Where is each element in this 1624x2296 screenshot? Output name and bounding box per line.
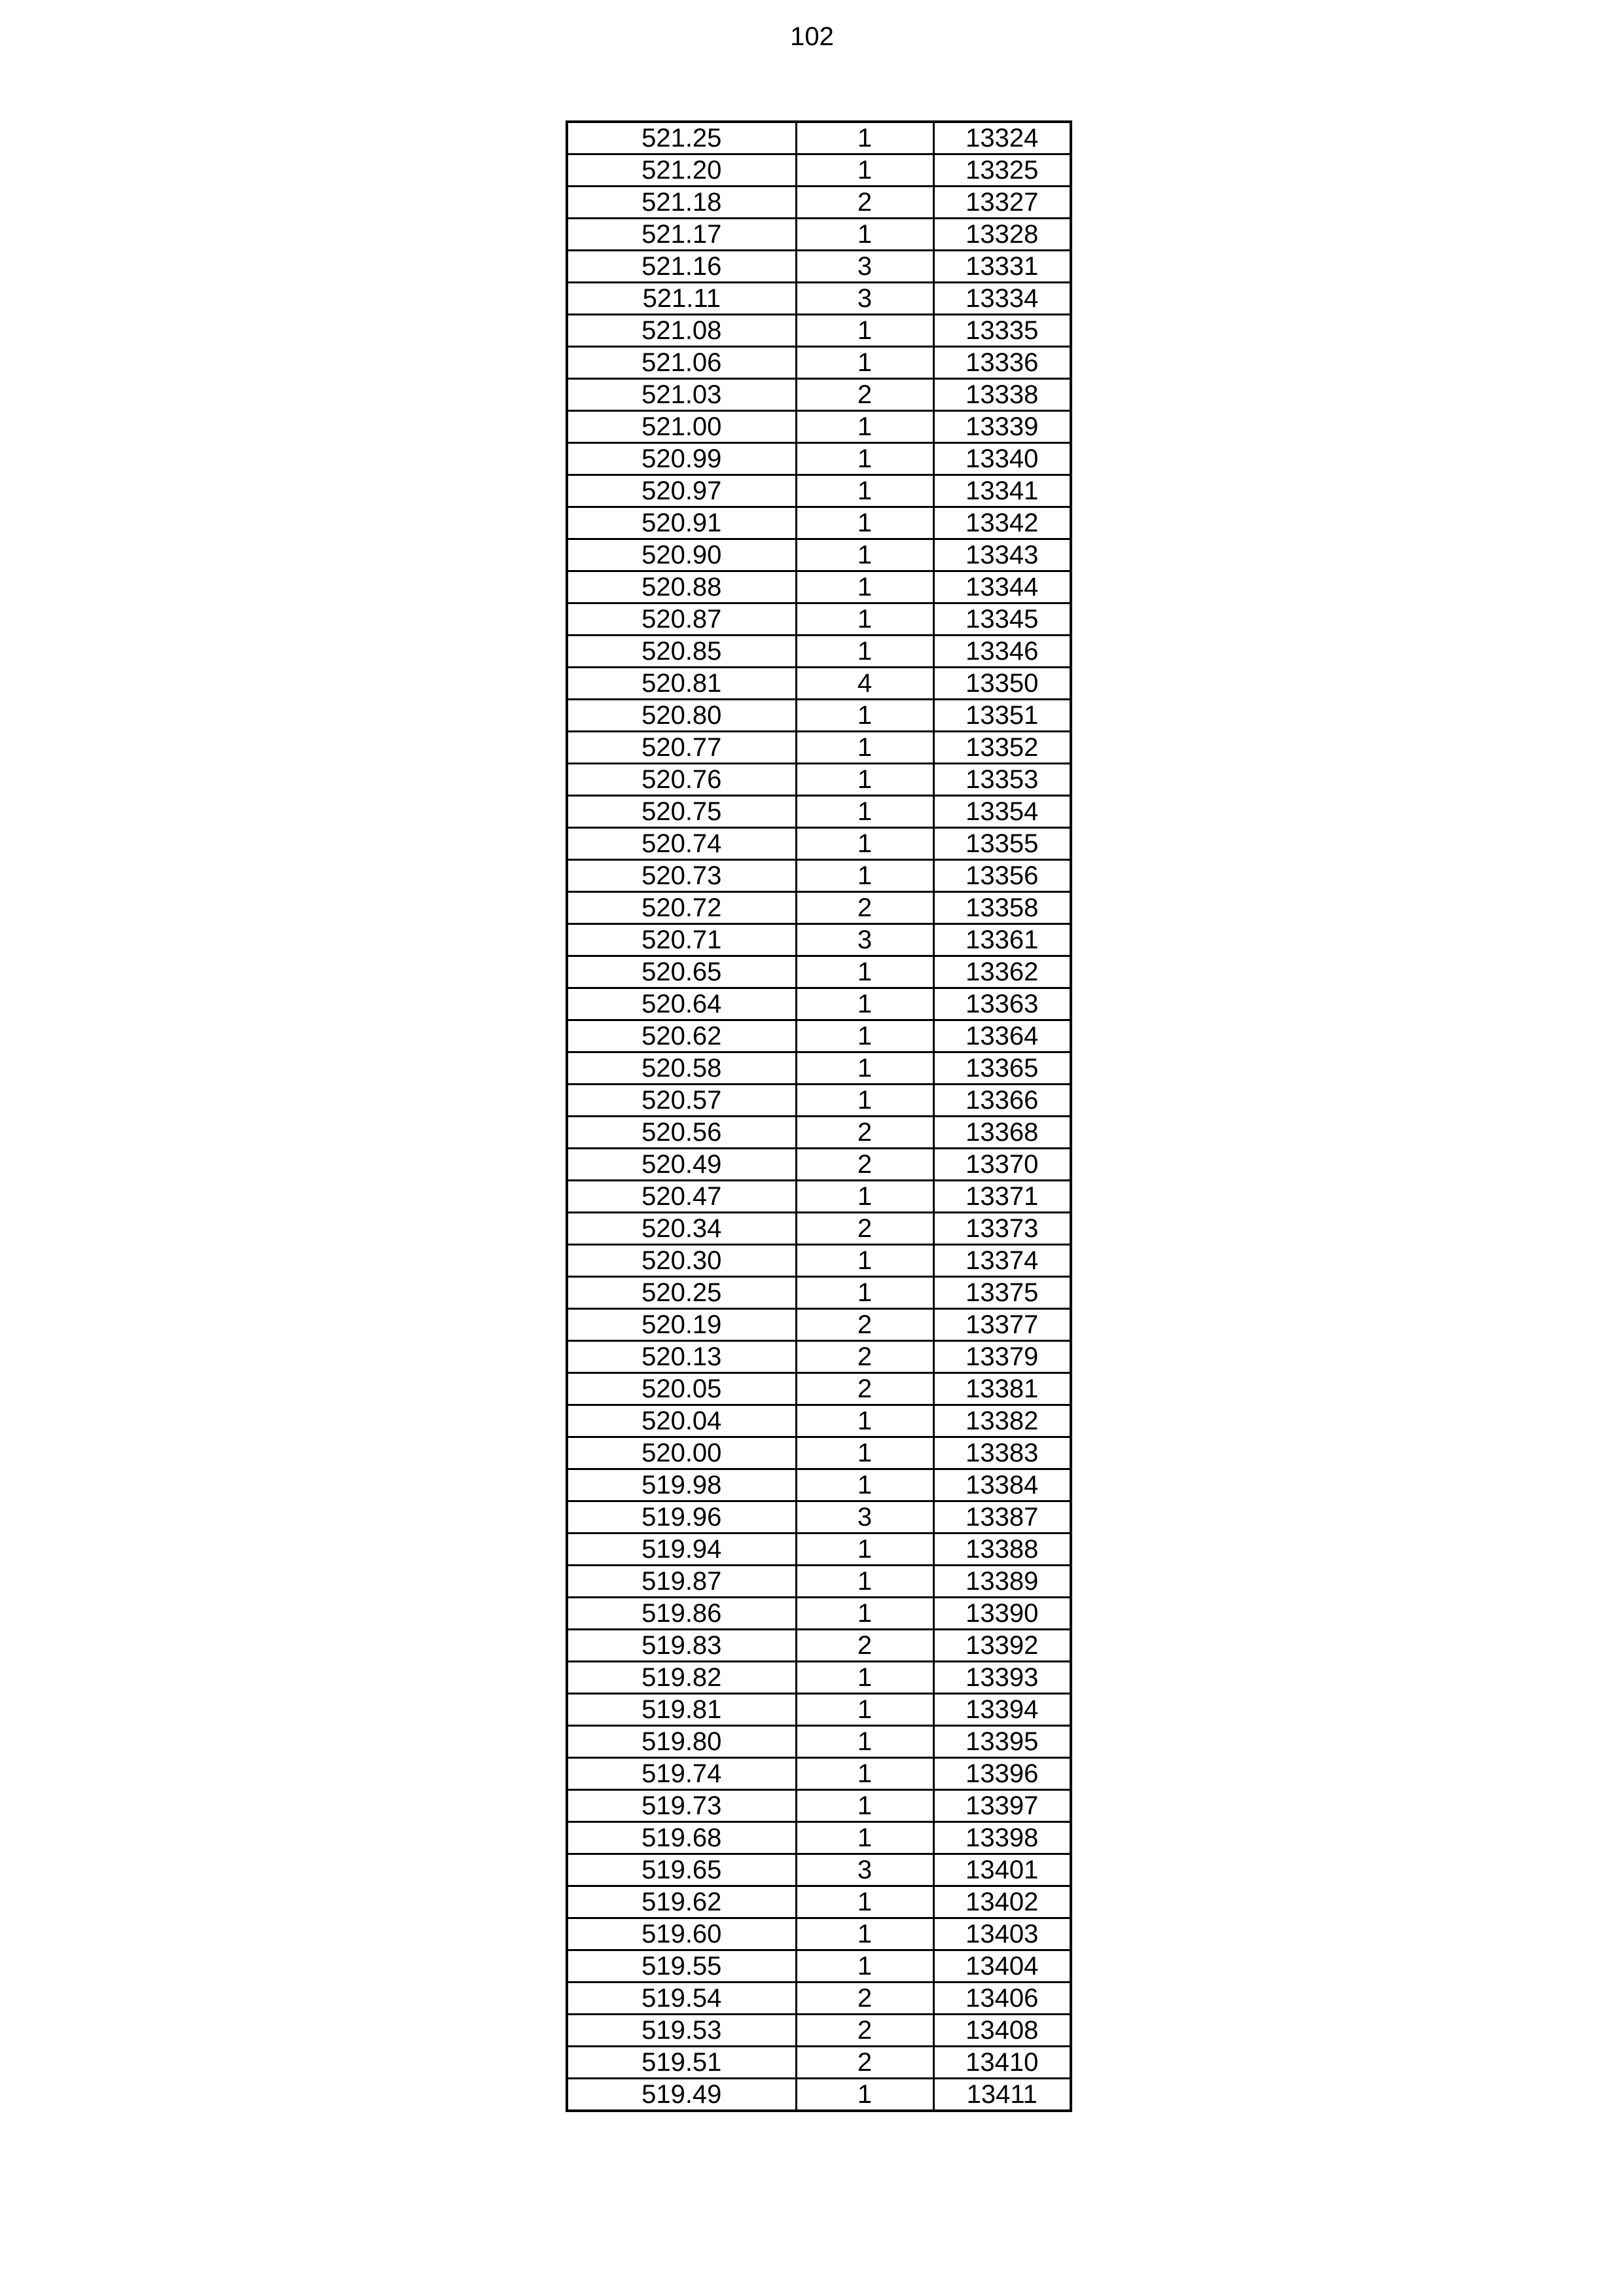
value-cell: 520.91 (567, 507, 796, 539)
count-cell: 2 (796, 1982, 933, 2015)
cumulative-cell: 13336 (933, 347, 1071, 379)
cumulative-cell: 13402 (933, 1886, 1071, 1918)
value-cell: 521.03 (567, 379, 796, 411)
value-cell: 520.34 (567, 1213, 796, 1245)
cumulative-cell: 13364 (933, 1020, 1071, 1052)
count-cell: 2 (796, 1630, 933, 1662)
table-row (567, 1758, 1071, 1790)
count-cell: 2 (796, 187, 933, 219)
cumulative-cell: 13382 (933, 1405, 1071, 1437)
count-cell: 3 (796, 251, 933, 283)
cumulative-cell: 13375 (933, 1277, 1071, 1309)
value-cell: 519.81 (567, 1694, 796, 1726)
count-cell: 1 (796, 700, 933, 732)
count-cell: 2 (796, 2047, 933, 2079)
value-cell: 520.30 (567, 1245, 796, 1277)
table-row (567, 668, 1071, 700)
cumulative-cell: 13383 (933, 1437, 1071, 1469)
count-cell: 1 (796, 732, 933, 764)
value-cell: 520.88 (567, 571, 796, 603)
count-cell: 1 (796, 1085, 933, 1117)
count-cell: 1 (796, 1181, 933, 1213)
table-row (567, 1149, 1071, 1181)
table-row (567, 1245, 1071, 1277)
table-row (567, 1213, 1071, 1245)
value-cell: 521.00 (567, 411, 796, 443)
count-cell: 1 (796, 603, 933, 636)
table-row (567, 2047, 1071, 2079)
count-cell: 1 (796, 219, 933, 251)
count-cell: 1 (796, 154, 933, 187)
cumulative-cell: 13339 (933, 411, 1071, 443)
cumulative-cell: 13389 (933, 1566, 1071, 1598)
count-cell: 1 (796, 1662, 933, 1694)
table-row (567, 219, 1071, 251)
count-cell: 2 (796, 1213, 933, 1245)
cumulative-cell: 13354 (933, 796, 1071, 828)
count-cell: 3 (796, 924, 933, 956)
value-cell: 519.98 (567, 1469, 796, 1501)
cumulative-cell: 13368 (933, 1117, 1071, 1149)
count-cell: 1 (796, 2079, 933, 2111)
table-row (567, 1598, 1071, 1630)
table-row (567, 122, 1071, 154)
value-cell: 520.75 (567, 796, 796, 828)
cumulative-cell: 13342 (933, 507, 1071, 539)
cumulative-cell: 13352 (933, 732, 1071, 764)
value-cell: 521.06 (567, 347, 796, 379)
cumulative-cell: 13324 (933, 122, 1071, 154)
cumulative-cell: 13353 (933, 764, 1071, 796)
table-row (567, 2079, 1071, 2111)
count-cell: 2 (796, 1341, 933, 1373)
count-cell: 1 (796, 988, 933, 1020)
cumulative-cell: 13397 (933, 1790, 1071, 1822)
cumulative-cell: 13384 (933, 1469, 1071, 1501)
cumulative-cell: 13393 (933, 1662, 1071, 1694)
value-cell: 520.97 (567, 475, 796, 507)
table-row (567, 1918, 1071, 1950)
value-cell: 520.25 (567, 1277, 796, 1309)
value-cell: 520.81 (567, 668, 796, 700)
value-cell: 519.94 (567, 1534, 796, 1566)
count-cell: 1 (796, 443, 933, 475)
count-cell: 1 (796, 1277, 933, 1309)
cumulative-cell: 13351 (933, 700, 1071, 732)
cumulative-cell: 13338 (933, 379, 1071, 411)
count-cell: 2 (796, 379, 933, 411)
cumulative-cell: 13396 (933, 1758, 1071, 1790)
count-cell: 2 (796, 1309, 933, 1341)
value-cell: 519.83 (567, 1630, 796, 1662)
cumulative-cell: 13392 (933, 1630, 1071, 1662)
value-cell: 520.85 (567, 636, 796, 668)
count-cell: 1 (796, 539, 933, 571)
cumulative-cell: 13403 (933, 1918, 1071, 1950)
count-cell: 1 (796, 1020, 933, 1052)
table-row (567, 1020, 1071, 1052)
value-cell: 520.99 (567, 443, 796, 475)
value-cell: 520.74 (567, 828, 796, 860)
value-cell: 519.65 (567, 1854, 796, 1886)
value-cell: 520.90 (567, 539, 796, 571)
cumulative-cell: 13363 (933, 988, 1071, 1020)
count-cell: 1 (796, 1534, 933, 1566)
cumulative-cell: 13343 (933, 539, 1071, 571)
table-row (567, 1181, 1071, 1213)
table-row (567, 603, 1071, 636)
value-cell: 521.18 (567, 187, 796, 219)
count-cell: 1 (796, 636, 933, 668)
cumulative-cell: 13411 (933, 2079, 1071, 2111)
table-row (567, 2015, 1071, 2047)
value-cell: 519.68 (567, 1822, 796, 1854)
value-cell: 520.73 (567, 860, 796, 892)
cumulative-cell: 13325 (933, 154, 1071, 187)
table-row (567, 507, 1071, 539)
cumulative-cell: 13371 (933, 1181, 1071, 1213)
value-cell: 521.11 (567, 283, 796, 315)
table-row (567, 860, 1071, 892)
value-cell: 519.96 (567, 1501, 796, 1534)
value-cell: 521.16 (567, 251, 796, 283)
cumulative-cell: 13365 (933, 1052, 1071, 1085)
table-row (567, 1534, 1071, 1566)
table-row (567, 1694, 1071, 1726)
count-cell: 1 (796, 1405, 933, 1437)
cumulative-cell: 13345 (933, 603, 1071, 636)
table-row (567, 283, 1071, 315)
table-row (567, 1950, 1071, 1982)
count-cell: 1 (796, 411, 933, 443)
cumulative-cell: 13404 (933, 1950, 1071, 1982)
value-cell: 519.49 (567, 2079, 796, 2111)
value-cell: 520.65 (567, 956, 796, 988)
cumulative-cell: 13335 (933, 315, 1071, 347)
value-cell: 520.56 (567, 1117, 796, 1149)
cumulative-cell: 13361 (933, 924, 1071, 956)
count-cell: 1 (796, 1469, 933, 1501)
table-row (567, 1085, 1071, 1117)
cumulative-cell: 13381 (933, 1373, 1071, 1405)
count-cell: 3 (796, 283, 933, 315)
data-table (566, 120, 1072, 2112)
table-row (567, 411, 1071, 443)
count-cell: 2 (796, 1373, 933, 1405)
cumulative-cell: 13341 (933, 475, 1071, 507)
count-cell: 1 (796, 1918, 933, 1950)
value-cell: 520.80 (567, 700, 796, 732)
value-cell: 520.13 (567, 1341, 796, 1373)
table-row (567, 1630, 1071, 1662)
table-row (567, 251, 1071, 283)
count-cell: 1 (796, 571, 933, 603)
value-cell: 520.19 (567, 1309, 796, 1341)
count-cell: 1 (796, 1886, 933, 1918)
table-row (567, 1277, 1071, 1309)
value-cell: 521.25 (567, 122, 796, 154)
count-cell: 1 (796, 796, 933, 828)
cumulative-cell: 13362 (933, 956, 1071, 988)
value-cell: 520.57 (567, 1085, 796, 1117)
cumulative-cell: 13388 (933, 1534, 1071, 1566)
table-row (567, 1982, 1071, 2015)
table-row (567, 1469, 1071, 1501)
value-cell: 520.05 (567, 1373, 796, 1405)
value-cell: 520.04 (567, 1405, 796, 1437)
page-number: 102 (790, 22, 834, 51)
value-cell: 520.58 (567, 1052, 796, 1085)
table-row (567, 443, 1071, 475)
table-row (567, 764, 1071, 796)
table-row (567, 892, 1071, 924)
count-cell: 1 (796, 1758, 933, 1790)
table-row (567, 539, 1071, 571)
cumulative-cell: 13327 (933, 187, 1071, 219)
count-cell: 2 (796, 1117, 933, 1149)
value-cell: 521.20 (567, 154, 796, 187)
value-cell: 519.87 (567, 1566, 796, 1598)
value-cell: 520.76 (567, 764, 796, 796)
cumulative-cell: 13395 (933, 1726, 1071, 1758)
cumulative-cell: 13366 (933, 1085, 1071, 1117)
table-row (567, 1437, 1071, 1469)
table-row (567, 347, 1071, 379)
table-row (567, 379, 1071, 411)
cumulative-cell: 13374 (933, 1245, 1071, 1277)
table-row (567, 315, 1071, 347)
table-row (567, 475, 1071, 507)
table-row (567, 732, 1071, 764)
cumulative-cell: 13387 (933, 1501, 1071, 1534)
value-cell: 520.49 (567, 1149, 796, 1181)
count-cell: 1 (796, 122, 933, 154)
value-cell: 521.08 (567, 315, 796, 347)
value-cell: 520.64 (567, 988, 796, 1020)
table-row (567, 154, 1071, 187)
table-row (567, 1822, 1071, 1854)
cumulative-cell: 13328 (933, 219, 1071, 251)
table-row (567, 828, 1071, 860)
table-row (567, 1309, 1071, 1341)
table-row (567, 988, 1071, 1020)
table-row (567, 956, 1071, 988)
cumulative-cell: 13398 (933, 1822, 1071, 1854)
value-cell: 519.82 (567, 1662, 796, 1694)
count-cell: 1 (796, 956, 933, 988)
value-cell: 519.86 (567, 1598, 796, 1630)
value-cell: 520.77 (567, 732, 796, 764)
value-cell: 520.62 (567, 1020, 796, 1052)
cumulative-cell: 13334 (933, 283, 1071, 315)
table-row (567, 1341, 1071, 1373)
cumulative-cell: 13390 (933, 1598, 1071, 1630)
table-row (567, 1790, 1071, 1822)
cumulative-cell: 13410 (933, 2047, 1071, 2079)
value-cell: 519.80 (567, 1726, 796, 1758)
count-cell: 1 (796, 507, 933, 539)
count-cell: 1 (796, 475, 933, 507)
cumulative-cell: 13406 (933, 1982, 1071, 2015)
table-row (567, 700, 1071, 732)
count-cell: 1 (796, 860, 933, 892)
table-row (567, 1662, 1071, 1694)
count-cell: 2 (796, 2015, 933, 2047)
count-cell: 3 (796, 1501, 933, 1534)
table-row (567, 187, 1071, 219)
value-cell: 519.51 (567, 2047, 796, 2079)
table-row (567, 1405, 1071, 1437)
cumulative-cell: 13350 (933, 668, 1071, 700)
count-cell: 1 (796, 1052, 933, 1085)
count-cell: 4 (796, 668, 933, 700)
cumulative-cell: 13408 (933, 2015, 1071, 2047)
value-cell: 519.60 (567, 1918, 796, 1950)
value-cell: 519.73 (567, 1790, 796, 1822)
table-row (567, 1726, 1071, 1758)
count-cell: 1 (796, 1437, 933, 1469)
cumulative-cell: 13373 (933, 1213, 1071, 1245)
table-row (567, 924, 1071, 956)
count-cell: 1 (796, 1566, 933, 1598)
count-cell: 2 (796, 892, 933, 924)
value-cell: 520.71 (567, 924, 796, 956)
value-cell: 520.72 (567, 892, 796, 924)
count-cell: 1 (796, 1726, 933, 1758)
count-cell: 1 (796, 1950, 933, 1982)
count-cell: 1 (796, 1598, 933, 1630)
cumulative-cell: 13379 (933, 1341, 1071, 1373)
value-cell: 520.47 (567, 1181, 796, 1213)
count-cell: 1 (796, 347, 933, 379)
count-cell: 3 (796, 1854, 933, 1886)
table-row (567, 636, 1071, 668)
cumulative-cell: 13344 (933, 571, 1071, 603)
count-cell: 1 (796, 1245, 933, 1277)
count-cell: 1 (796, 1790, 933, 1822)
table-row (567, 1886, 1071, 1918)
value-cell: 521.17 (567, 219, 796, 251)
count-cell: 2 (796, 1149, 933, 1181)
value-cell: 519.55 (567, 1950, 796, 1982)
count-cell: 1 (796, 828, 933, 860)
value-cell: 519.54 (567, 1982, 796, 2015)
count-cell: 1 (796, 764, 933, 796)
cumulative-cell: 13346 (933, 636, 1071, 668)
table-row (567, 1052, 1071, 1085)
table-row (567, 1501, 1071, 1534)
value-cell: 520.87 (567, 603, 796, 636)
value-cell: 519.62 (567, 1886, 796, 1918)
table-row (567, 1373, 1071, 1405)
cumulative-cell: 13355 (933, 828, 1071, 860)
count-cell: 1 (796, 315, 933, 347)
table-row (567, 1566, 1071, 1598)
cumulative-cell: 13356 (933, 860, 1071, 892)
cumulative-cell: 13394 (933, 1694, 1071, 1726)
value-cell: 520.00 (567, 1437, 796, 1469)
table-row (567, 1117, 1071, 1149)
table-row (567, 571, 1071, 603)
cumulative-cell: 13358 (933, 892, 1071, 924)
cumulative-cell: 13370 (933, 1149, 1071, 1181)
value-cell: 519.74 (567, 1758, 796, 1790)
table-row (567, 796, 1071, 828)
table-body (567, 122, 1071, 2111)
cumulative-cell: 13401 (933, 1854, 1071, 1886)
cumulative-cell: 13377 (933, 1309, 1071, 1341)
value-cell: 519.53 (567, 2015, 796, 2047)
table-row (567, 1854, 1071, 1886)
count-cell: 1 (796, 1822, 933, 1854)
cumulative-cell: 13340 (933, 443, 1071, 475)
cumulative-cell: 13331 (933, 251, 1071, 283)
count-cell: 1 (796, 1694, 933, 1726)
